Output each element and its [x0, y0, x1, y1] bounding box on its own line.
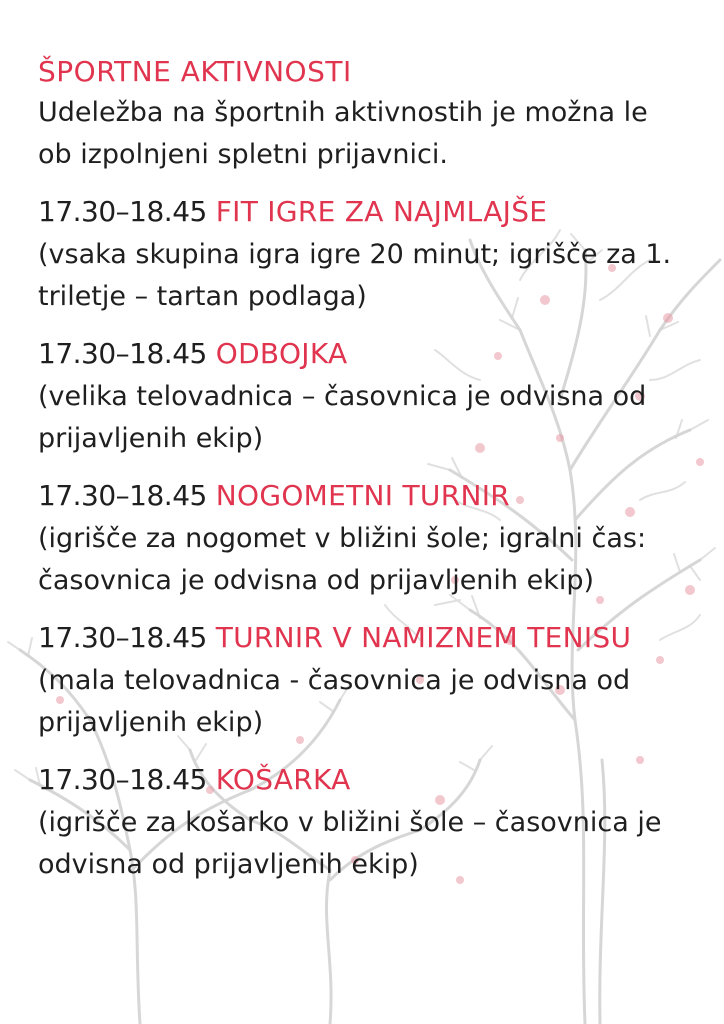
activity-name: ODBOJKA: [215, 337, 348, 370]
activity-name: NOGOMETNI TURNIR: [215, 479, 511, 512]
activity-description-line: (igrišče za košarko v bližini šole – časovnica je: [38, 807, 662, 838]
activity-description-line: (velika telovadnica – časovnica je odvisna od: [38, 381, 647, 412]
activity-name: FIT IGRE ZA NAJMLAJŠE: [215, 195, 548, 228]
activity-time: 17.30–18.45: [38, 479, 207, 512]
activity-description: [38, 802, 688, 886]
page-title: ŠPORTNE AKTIVNOSTI: [38, 55, 352, 88]
activity-time: 17.30–18.45: [38, 337, 207, 370]
activity-header: [38, 332, 688, 376]
activity-time: 17.30–18.45: [38, 195, 207, 228]
activity-description-line: odvisna od prijavljenih ekip): [38, 849, 419, 880]
activity-time: 17.30–18.45: [38, 621, 207, 654]
activity-item: [38, 616, 688, 744]
activity-time: 17.30–18.45: [38, 763, 207, 796]
activity-description-line: prijavljenih ekip): [38, 423, 264, 454]
activity-header: [38, 758, 688, 802]
activity-description: [38, 518, 688, 602]
activity-item: [38, 332, 688, 460]
activity-item: [38, 474, 688, 602]
activity-description-line: (mala telovadnica - časovnica je odvisna od: [38, 665, 631, 696]
activity-description-line: prijavljenih ekip): [38, 707, 264, 738]
activity-item: [38, 190, 688, 318]
activity-description: [38, 660, 688, 744]
activity-description-line: (vsaka skupina igra igre 20 minut; igrišče za 1.: [38, 239, 672, 270]
activity-header: [38, 616, 688, 660]
activity-description: [38, 234, 688, 318]
activity-name: KOŠARKA: [215, 763, 351, 796]
activity-header: [38, 474, 688, 518]
activity-header: [38, 190, 688, 234]
activities-document: [38, 52, 688, 900]
activity-description: [38, 376, 688, 460]
activity-item: [38, 758, 688, 886]
activity-description-line: časovnica je odvisna od prijavljenih ekip): [38, 565, 595, 596]
activity-description-line: (igrišče za nogomet v bližini šole; igralni čas:: [38, 523, 647, 554]
intro-text: Udeležba na športnih aktivnostih je možna le ob izpolnjeni spletni prijavnici.: [38, 97, 648, 170]
activity-description-line: triletje – tartan podlaga): [38, 281, 367, 312]
activity-name: TURNIR V NAMIZNEM TENISU: [215, 621, 632, 654]
